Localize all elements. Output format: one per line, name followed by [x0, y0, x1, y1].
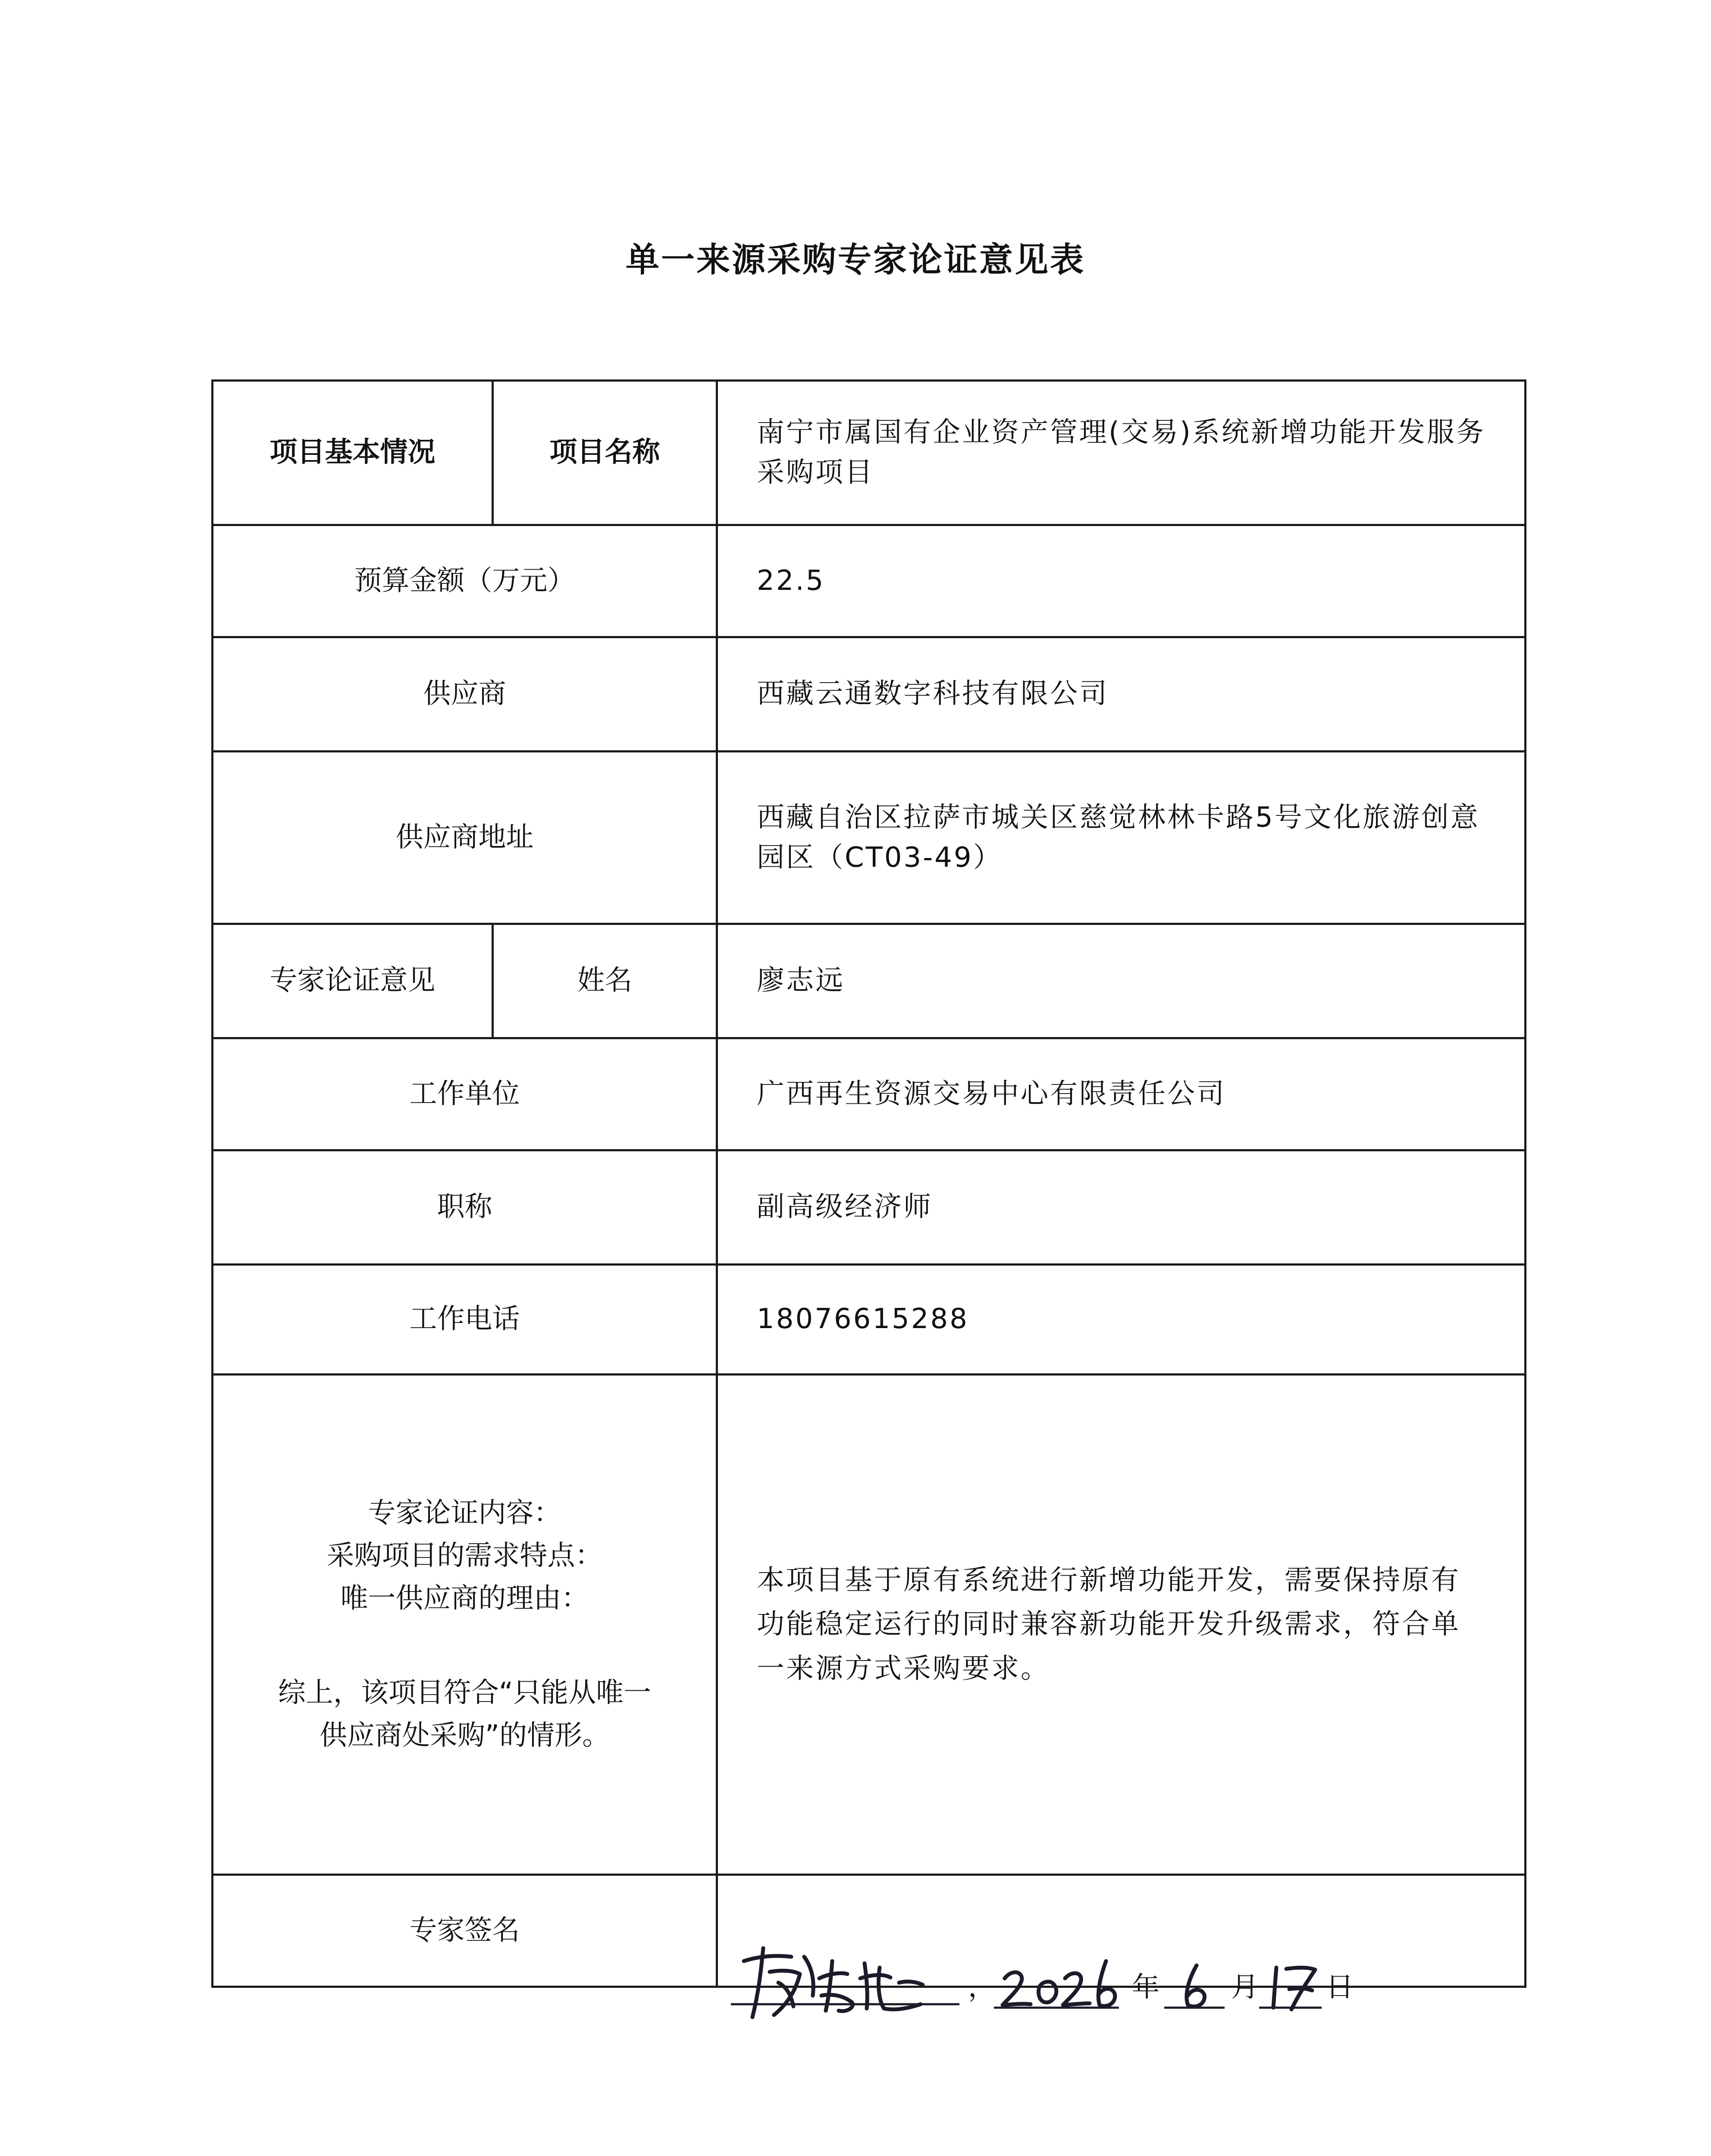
row-work-phone — [213, 1265, 1526, 1375]
work-phone-value: 18076615288 — [717, 1265, 1526, 1375]
signature-comma: ， — [968, 1971, 996, 2003]
document-title: 单一来源采购专家论证意见表 — [625, 241, 1085, 279]
handwritten-signature — [718, 1931, 1524, 2039]
work-unit-value: 广西再生资源交易中心有限责任公司 — [717, 1038, 1526, 1150]
row-signature — [213, 1875, 1526, 1987]
row-expert-name — [213, 924, 1526, 1038]
project-basic-label: 项目基本情况 — [213, 381, 493, 525]
opinion-label-line-5: 供应商处采购”的情形。 — [319, 1720, 610, 1752]
row-supplier — [213, 637, 1526, 752]
project-name-value: 南宁市属国有企业资产管理(交易)系统新增功能开发服务采购项目 — [717, 381, 1526, 525]
row-supplier-address — [213, 752, 1526, 924]
row-work-unit — [213, 1038, 1526, 1150]
signature-day-unit: 日 — [1326, 1971, 1354, 2003]
opinion-content: 本项目基于原有系统进行新增功能开发，需要保持原有功能稳定运行的同时兼容新功能开发升级需求，符合单一来源方式采购要求。 — [717, 1375, 1526, 1875]
row-budget — [213, 525, 1526, 637]
opinion-label-line-3: 唯一供应商的理由： — [340, 1582, 589, 1614]
expert-name-label: 姓名 — [493, 924, 717, 1038]
opinion-label-line-2: 采购项目的需求特点： — [326, 1539, 603, 1572]
address-label: 供应商地址 — [213, 752, 717, 924]
signature-year-unit: 年 — [1132, 1971, 1159, 2003]
expert-opinion-form — [211, 379, 1526, 2003]
signature-cell — [717, 1875, 1526, 2003]
opinion-label-line-4: 综上，该项目符合“只能从唯一 — [278, 1677, 652, 1709]
row-opinion — [213, 1375, 1526, 1875]
supplier-label: 供应商 — [213, 637, 717, 752]
address-value: 西藏自治区拉萨市城关区慈觉林林卡路5号文化旅游创意园区（CT03-49） — [717, 752, 1526, 924]
opinion-label-cell — [213, 1375, 717, 1875]
work-unit-label: 工作单位 — [213, 1038, 717, 1150]
row-project-name — [213, 381, 1526, 525]
opinion-label-spacer — [213, 1620, 716, 1672]
job-title-value: 副高级经济师 — [717, 1150, 1526, 1265]
budget-label: 预算金额（万元） — [213, 525, 717, 637]
job-title-label: 职称 — [213, 1150, 717, 1265]
opinion-label-line-1: 专家论证内容： — [368, 1497, 561, 1529]
supplier-value: 西藏云通数字科技有限公司 — [717, 637, 1526, 752]
row-job-title — [213, 1150, 1526, 1265]
signature-month-unit: 月 — [1231, 1971, 1259, 2003]
signature-label: 专家签名 — [213, 1875, 717, 1987]
expert-section-label: 专家论证意见 — [213, 924, 493, 1038]
expert-name-value: 廖志远 — [717, 924, 1526, 1038]
work-phone-label: 工作电话 — [213, 1265, 717, 1375]
project-name-label: 项目名称 — [493, 381, 717, 525]
budget-value: 22.5 — [717, 525, 1526, 637]
